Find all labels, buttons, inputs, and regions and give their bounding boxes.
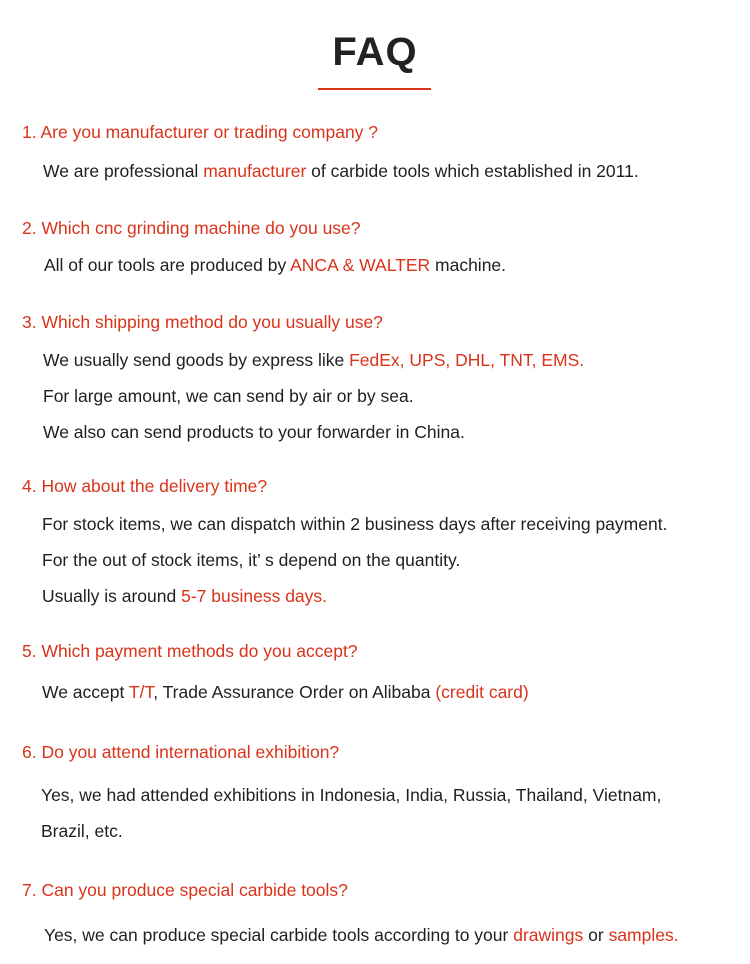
page-title: FAQ [332, 30, 418, 74]
faq-answer-2-line-1: All of our tools are produced by ANCA & WALTER machine. [44, 255, 507, 275]
highlight-text: T/T [128, 682, 154, 702]
highlight-text: drawings [513, 925, 584, 945]
faq-answer-6-line-1: Yes, we had attended exhibitions in Indonesia, India, Russia, Thailand, Vietnam, [41, 785, 662, 805]
highlight-text: samples. [608, 925, 679, 945]
title-underline [318, 88, 431, 90]
faq-answer-7-line-1: Yes, we can produce special carbide tools according to your drawings or samples. [44, 925, 679, 945]
faq-question-6: 6. Do you attend international exhibition? [22, 742, 340, 762]
faq-answer-3-line-2: For large amount, we can send by air or by sea. [43, 386, 414, 406]
faq-question-5: 5. Which payment methods do you accept? [22, 641, 358, 661]
faq-question-7: 7. Can you produce special carbide tools? [22, 880, 348, 900]
faq-question-4: 4. How about the delivery time? [22, 476, 268, 496]
faq-answer-4-line-2: For the out of stock items, it’ s depend on the quantity. [42, 550, 461, 570]
highlight-text: 5-7 business days. [181, 586, 328, 606]
faq-answer-4-line-1: For stock items, we can dispatch within 2 business days after receiving payment. [42, 514, 668, 534]
highlight-text: FedEx, UPS, DHL, TNT, EMS. [349, 350, 585, 370]
faq-answer-5-line-1: We accept T/T, Trade Assurance Order on Alibaba (credit card) [42, 682, 529, 702]
faq-answer-6-line-2: Brazil, etc. [41, 821, 123, 841]
faq-answer-4-line-3: Usually is around 5-7 business days. [42, 586, 328, 606]
highlight-text: manufacturer [203, 161, 307, 181]
faq-answer-3-line-3: We also can send products to your forwarder in China. [43, 422, 465, 442]
faq-answer-1-line-1: We are professional manufacturer of carbide tools which established in 2011. [43, 161, 639, 181]
faq-question-3: 3. Which shipping method do you usually use? [22, 312, 383, 332]
faq-answer-3-line-1: We usually send goods by express like FedEx, UPS, DHL, TNT, EMS. [43, 350, 585, 370]
highlight-text: (credit card) [435, 682, 529, 702]
faq-question-1: 1. Are you manufacturer or trading company ? [22, 122, 379, 142]
highlight-text: ANCA & WALTER [290, 255, 431, 275]
faq-question-2: 2. Which cnc grinding machine do you use? [22, 218, 361, 238]
